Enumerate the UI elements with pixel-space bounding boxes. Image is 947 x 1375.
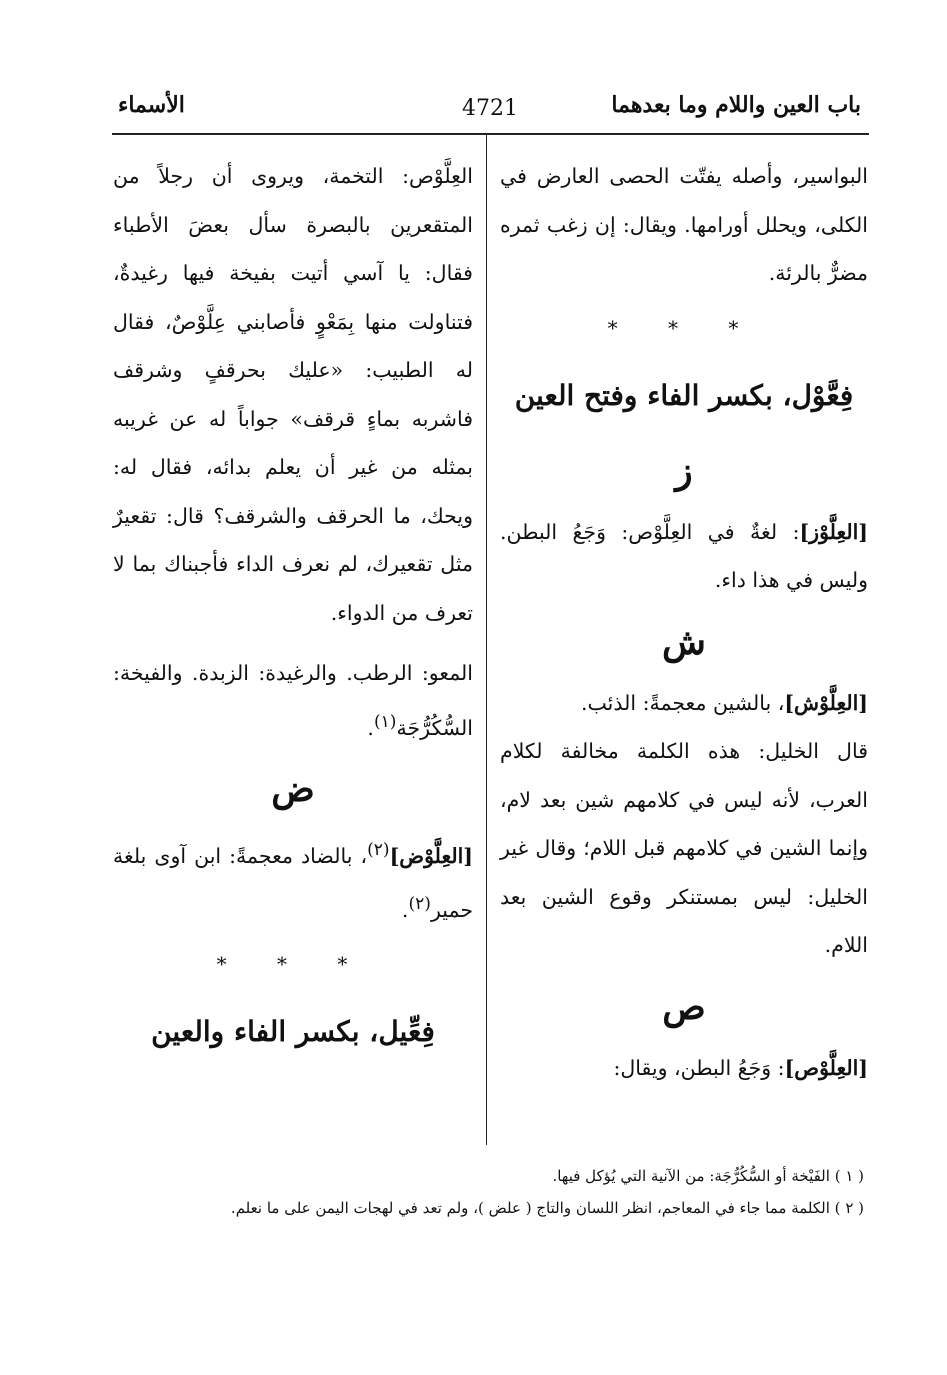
headword: [العِلَّوْض] (389, 843, 473, 868)
page-number: 4721 (462, 96, 518, 121)
entry-allaws-story: العِلَّوْص: التخمة، ويروى أن رجلاً من المتقعرين بالبصرة سأل بعضَ الأطباء فقال: يا آسي أتيت بفيخة فيها رغيدةٌ، فتناولت منها بِمَعْوٍ فأصابني عِلَّوْصٌ، فقال له الطبيب: «عليك بحرقفٍ وشرقف فاشربه بماءٍ قرقف» جواباً له عن غريبه بمثله من غير أن يعلم بدائه، فقال له: ويحك، ما الحرقف والشرقف؟ قال: تقعيرٌ مثل تقعيرك، لم نعرف الداء فأجبناك بما لا تعرف من الدواء. (113, 164, 473, 625)
glossary-paragraph (113, 649, 473, 752)
headword: [العِلَّوْص] (784, 1055, 868, 1080)
running-header-section: الأسماء (118, 92, 185, 118)
entry-allawz (500, 508, 868, 605)
section-separator-stars: * * * (607, 315, 761, 340)
headword: [العِلَّوْز] (799, 519, 868, 544)
definition: : وَجَعُ البطن، ويقال: (613, 1055, 785, 1080)
footnote-1: ( ١ ) الفَيْخة أو السُّكُرُّجَة: من الآنية التي يُؤكل فيها. (552, 1167, 864, 1185)
period: . (367, 715, 374, 740)
footnote-ref: (٢) (408, 894, 431, 915)
section-title: فِعَّوْل، بكسر الفاء وفتح العين (514, 378, 854, 412)
footnote-ref: (٢) (367, 839, 390, 860)
definition: : لغةٌ في العِلَّوْص: وَجَعُ البطن. وليس في هذا داء. (500, 519, 868, 592)
running-header-chapter: باب العين واللام وما بعدهما (611, 92, 861, 118)
left-column (113, 152, 473, 1070)
entry-allawd (113, 826, 473, 935)
footnotes (210, 1160, 864, 1224)
entry-allaws (500, 1044, 868, 1093)
headword: [العِلَّوْش] (784, 690, 868, 715)
footnote-2: ( ٢ ) الكلمة مما جاء في المعاجم، انظر اللسان والتاج ( علض )، ولم تعد في لهجات اليمن على ما نعلم. (230, 1199, 864, 1217)
paragraph-gap (113, 637, 473, 649)
right-column (500, 152, 868, 1092)
entry-allawsh-commentary: قال الخليل: هذه الكلمة مخالفة لكلام العرب، لأنه ليس في كلامهم شين بعد لام، وإنما الشين في كلامهم قبل اللام؛ وقال غير الخليل: ليس بمستنكر وقوع الشين بعد اللام. (500, 739, 868, 957)
section-title: فِعِّيل، بكسر الفاء والعين (151, 1015, 435, 1049)
footnote-ref: (١) (373, 711, 397, 732)
definition: ، بالشين معجمةً: الذئب. (581, 690, 785, 715)
column-divider (486, 133, 487, 1145)
letter-heading-shin: ش (662, 620, 706, 663)
letter-heading-zay: ز (675, 449, 693, 492)
section-separator-stars: * * * (216, 952, 370, 977)
period: . (401, 897, 409, 922)
glossary-text: المعو: الرطب. والرغيدة: الزبدة. والفيخة: السُّكُرُّجَة (113, 661, 473, 740)
entry-continuation: البواسير، وأصله يفتّت الحصى العارض في الكلى، ويحلل أورامها. ويقال: إن زغب ثمره مضرٌّ بالرئة. (500, 164, 868, 285)
letter-heading-sad: ص (662, 985, 706, 1028)
header-rule (112, 133, 869, 135)
definition: ، بالضاد معجمةً: ابن آوى بلغة حمير (113, 843, 473, 922)
letter-heading-dad: ض (271, 767, 315, 810)
entry-allawsh (500, 679, 868, 728)
